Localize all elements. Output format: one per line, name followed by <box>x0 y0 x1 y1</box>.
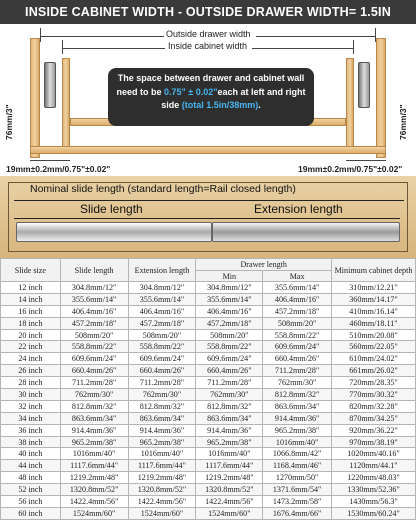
cabinet-wall-left <box>30 38 40 158</box>
slide-length-arrow <box>14 218 210 219</box>
table-cell: 720mm/28.35" <box>332 377 416 389</box>
table-cell: 12 inch <box>1 282 61 294</box>
table-cell: 508mm/20" <box>263 317 332 329</box>
table-cell: 22 inch <box>1 341 61 353</box>
table-cell: 1168.4mm/46" <box>263 460 332 472</box>
table-cell: 660.4mm/26" <box>60 365 128 377</box>
table-cell: 863.6mm/34" <box>196 412 263 424</box>
table-cell: 1371.6mm/54" <box>263 484 332 496</box>
header-slide-length: Slide length <box>60 259 128 282</box>
table-cell: 812.8mm/32" <box>60 400 128 412</box>
table-row <box>1 305 416 317</box>
table-cell: 1422.4mm/56" <box>60 496 128 508</box>
table-cell: 30 inch <box>1 389 61 401</box>
table-cell: 965.2mm/38" <box>263 424 332 436</box>
outside-width-tick-left <box>40 28 41 42</box>
table-cell: 812.8mm/32" <box>263 389 332 401</box>
table-cell: 965.2mm/38" <box>128 436 196 448</box>
table-cell: 34 inch <box>1 412 61 424</box>
table-row <box>1 341 416 353</box>
table-cell: 609.6mm/24" <box>128 353 196 365</box>
table-cell: 20 inch <box>1 329 61 341</box>
table-cell: 711.2mm/28" <box>128 377 196 389</box>
table-row <box>1 507 416 519</box>
notice-text-2: each at left and right side <box>161 86 306 110</box>
table-cell: 1320.8mm/52" <box>60 484 128 496</box>
table-cell: 1016mm/40" <box>60 448 128 460</box>
table-cell: 304.8mm/12" <box>60 282 128 294</box>
table-cell: 914.4mm/36" <box>60 424 128 436</box>
notice-text-1: The space between drawer and cabinet wall need to be <box>116 73 305 97</box>
table-cell: 965.2mm/38" <box>60 436 128 448</box>
cabinet-wall-right <box>376 38 386 158</box>
table-cell: 920mm/36.22" <box>332 424 416 436</box>
table-row <box>1 282 416 294</box>
table-cell: 1020mm/40.16" <box>332 448 416 460</box>
header-drawer-min: Min <box>196 271 263 282</box>
slide-length-label: Slide length <box>80 202 143 216</box>
table-cell: 1066.8mm/42" <box>263 448 332 460</box>
gap-line-left <box>30 160 70 161</box>
table-cell: 609.6mm/24" <box>263 341 332 353</box>
table-cell: 310mm/12.21" <box>332 282 416 294</box>
rail-closed-part <box>16 222 212 242</box>
outside-width-line-right <box>256 36 375 37</box>
table-cell: 1117.6mm/44" <box>128 460 196 472</box>
header-min-cabinet-depth: Minimum cabinet depth <box>332 259 416 282</box>
table-cell: 355.6mm/14" <box>128 293 196 305</box>
outside-drawer-width-label: Outside drawer width <box>166 29 251 39</box>
table-cell: 660.4mm/26" <box>128 365 196 377</box>
table-cell: 661mm/26.02" <box>332 365 416 377</box>
table-row <box>1 484 416 496</box>
table-cell: 820mm/32.28" <box>332 400 416 412</box>
inside-width-line-left <box>62 48 165 49</box>
table-cell: 457.2mm/18" <box>196 317 263 329</box>
table-row <box>1 400 416 412</box>
table-cell: 14 inch <box>1 293 61 305</box>
gap-label-left: 19mm±0.2mm/0.75"±0.02" <box>6 164 111 174</box>
table-cell: 1422.4mm/56" <box>128 496 196 508</box>
table-cell: 762mm/30" <box>263 377 332 389</box>
extension-length-arrow <box>210 218 400 219</box>
table-cell: 970mm/38.19" <box>332 436 416 448</box>
table-row <box>1 496 416 508</box>
table-cell: 26 inch <box>1 365 61 377</box>
table-cell: 914.4mm/36" <box>263 412 332 424</box>
nominal-slide-length-label: Nominal slide length (standard length=Rail closed length) <box>30 183 296 195</box>
table-cell: 1422.4mm/56" <box>196 496 263 508</box>
table-cell: 18 inch <box>1 317 61 329</box>
inside-cabinet-width-label: Inside cabinet width <box>168 41 248 51</box>
table-cell: 762mm/30" <box>196 389 263 401</box>
gap-label-right: 19mm±0.2mm/0.75"±0.02" <box>298 164 403 174</box>
header-slide-size: Slide size <box>1 259 61 282</box>
table-cell: 457.2mm/18" <box>128 317 196 329</box>
table-row <box>1 424 416 436</box>
table-cell: 406.4mm/16" <box>263 293 332 305</box>
notice-highlight-1: 0.75" ± 0.02" <box>163 86 218 97</box>
table-cell: 406.4mm/16" <box>128 305 196 317</box>
rail-height-right: 76mm/3" <box>398 104 408 140</box>
slide-rail-left <box>44 62 56 108</box>
table-cell: 560mm/22.05" <box>332 341 416 353</box>
table-cell: 1219.2mm/48" <box>128 472 196 484</box>
table-row <box>1 329 416 341</box>
table-cell: 609.6mm/24" <box>196 353 263 365</box>
table-row <box>1 353 416 365</box>
inside-width-tick-right <box>353 40 354 54</box>
table-cell: 660.4mm/26" <box>263 353 332 365</box>
table-row <box>1 317 416 329</box>
table-cell: 762mm/30" <box>60 389 128 401</box>
table-cell: 711.2mm/28" <box>60 377 128 389</box>
notice-highlight-2: (total 1.5in/38mm) <box>181 100 259 110</box>
table-cell: 1220mm/48.03" <box>332 472 416 484</box>
table-row <box>1 389 416 401</box>
table-cell: 812.8mm/32" <box>128 400 196 412</box>
table-cell: 770mm/30.32" <box>332 389 416 401</box>
extension-length-label: Extension length <box>254 202 343 216</box>
table-cell: 457.2mm/18" <box>263 305 332 317</box>
rail-height-left: 76mm/3" <box>4 104 14 140</box>
table-row <box>1 293 416 305</box>
table-cell: 355.6mm/14" <box>196 293 263 305</box>
table-cell: 38 inch <box>1 436 61 448</box>
table-cell: 460mm/18.11" <box>332 317 416 329</box>
inside-width-line-right <box>252 48 353 49</box>
table-cell: 1270mm/50" <box>263 472 332 484</box>
table-cell: 44 inch <box>1 460 61 472</box>
table-cell: 609.6mm/24" <box>60 353 128 365</box>
table-cell: 1473.2mm/58" <box>263 496 332 508</box>
table-cell: 863.6mm/34" <box>263 400 332 412</box>
table-cell: 355.6mm/14" <box>60 293 128 305</box>
table-cell: 1016mm/40" <box>263 436 332 448</box>
table-cell: 28 inch <box>1 377 61 389</box>
table-cell: 660.4mm/26" <box>196 365 263 377</box>
table-cell: 24 inch <box>1 353 61 365</box>
table-cell: 510mm/20.08" <box>332 329 416 341</box>
slide-size-table <box>0 258 416 520</box>
table-cell: 508mm/20" <box>196 329 263 341</box>
table-cell: 610mm/24.02" <box>332 353 416 365</box>
cabinet-width-diagram <box>0 24 416 176</box>
table-row <box>1 472 416 484</box>
notice-text-3: . <box>258 100 261 110</box>
table-cell: 457.2mm/18" <box>60 317 128 329</box>
nominal-length-arrow <box>14 200 404 201</box>
table-cell: 1430mm/56.3" <box>332 496 416 508</box>
table-cell: 40 inch <box>1 448 61 460</box>
table-row <box>1 412 416 424</box>
table-cell: 711.2mm/28" <box>196 377 263 389</box>
table-cell: 1676.4mm/66" <box>263 507 332 519</box>
table-cell: 1016mm/40" <box>196 448 263 460</box>
table-cell: 558.8mm/22" <box>60 341 128 353</box>
table-cell: 914.4mm/36" <box>128 424 196 436</box>
table-cell: 304.8mm/12" <box>128 282 196 294</box>
slide-rail-right <box>358 62 370 108</box>
table-cell: 1320.8mm/52" <box>128 484 196 496</box>
table-cell: 965.2mm/38" <box>196 436 263 448</box>
table-row <box>1 377 416 389</box>
table-cell: 1219.2mm/48" <box>196 472 263 484</box>
drawer-side-right <box>346 58 354 154</box>
table-cell: 1524mm/60" <box>196 507 263 519</box>
table-cell: 360mm/14.17" <box>332 293 416 305</box>
table-cell: 508mm/20" <box>60 329 128 341</box>
table-cell: 711.2mm/28" <box>263 365 332 377</box>
table-cell: 16 inch <box>1 305 61 317</box>
table-cell: 406.4mm/16" <box>196 305 263 317</box>
header-drawer-length: Drawer length <box>196 259 332 271</box>
table-cell: 863.6mm/34" <box>60 412 128 424</box>
drawer-side-left <box>62 58 70 154</box>
table-cell: 1117.6mm/44" <box>196 460 263 472</box>
table-cell: 32 inch <box>1 400 61 412</box>
table-cell: 558.8mm/22" <box>196 341 263 353</box>
header-drawer-max: Max <box>263 271 332 282</box>
table-body <box>1 282 416 520</box>
table-cell: 1320.8mm/52" <box>196 484 263 496</box>
rail-extended-part <box>212 222 400 242</box>
table-cell: 914.4mm/36" <box>196 424 263 436</box>
gap-notice <box>108 68 314 126</box>
table-row <box>1 436 416 448</box>
table-cell: 508mm/20" <box>128 329 196 341</box>
table-cell: 870mm/34.25" <box>332 412 416 424</box>
table-cell: 1330mm/52.36" <box>332 484 416 496</box>
table-cell: 52 inch <box>1 484 61 496</box>
table-cell: 863.6mm/34" <box>128 412 196 424</box>
table-cell: 1524mm/60" <box>60 507 128 519</box>
cabinet-bottom <box>30 146 386 154</box>
table-cell: 36 inch <box>1 424 61 436</box>
table-cell: 558.8mm/22" <box>128 341 196 353</box>
table-cell: 56 inch <box>1 496 61 508</box>
table-cell: 1117.6mm/44" <box>60 460 128 472</box>
table-cell: 558.8mm/22" <box>263 329 332 341</box>
inside-width-tick-left <box>62 40 63 54</box>
table-cell: 406.4mm/16" <box>60 305 128 317</box>
header-extension-length: Extension length <box>128 259 196 282</box>
table-cell: 812.8mm/32" <box>196 400 263 412</box>
table-cell: 1219.2mm/48" <box>60 472 128 484</box>
table-row <box>1 448 416 460</box>
table-cell: 1530mm/60.24" <box>332 507 416 519</box>
table-row <box>1 460 416 472</box>
table-cell: 48 inch <box>1 472 61 484</box>
table-cell: 304.8mm/12" <box>196 282 263 294</box>
table-cell: 60 inch <box>1 507 61 519</box>
table-cell: 762mm/30" <box>128 389 196 401</box>
table-cell: 355.6mm/14" <box>263 282 332 294</box>
table-cell: 1120mm/44.1" <box>332 460 416 472</box>
table-cell: 410mm/16.14" <box>332 305 416 317</box>
outside-width-line-left <box>40 36 164 37</box>
table-cell: 1016mm/40" <box>128 448 196 460</box>
slide-length-section <box>0 176 416 258</box>
gap-line-right <box>346 160 386 161</box>
banner-title: INSIDE CABINET WIDTH - OUTSIDE DRAWER WIDTH= 1.5IN <box>0 0 416 24</box>
table-cell: 1524mm/60" <box>128 507 196 519</box>
table-row <box>1 365 416 377</box>
